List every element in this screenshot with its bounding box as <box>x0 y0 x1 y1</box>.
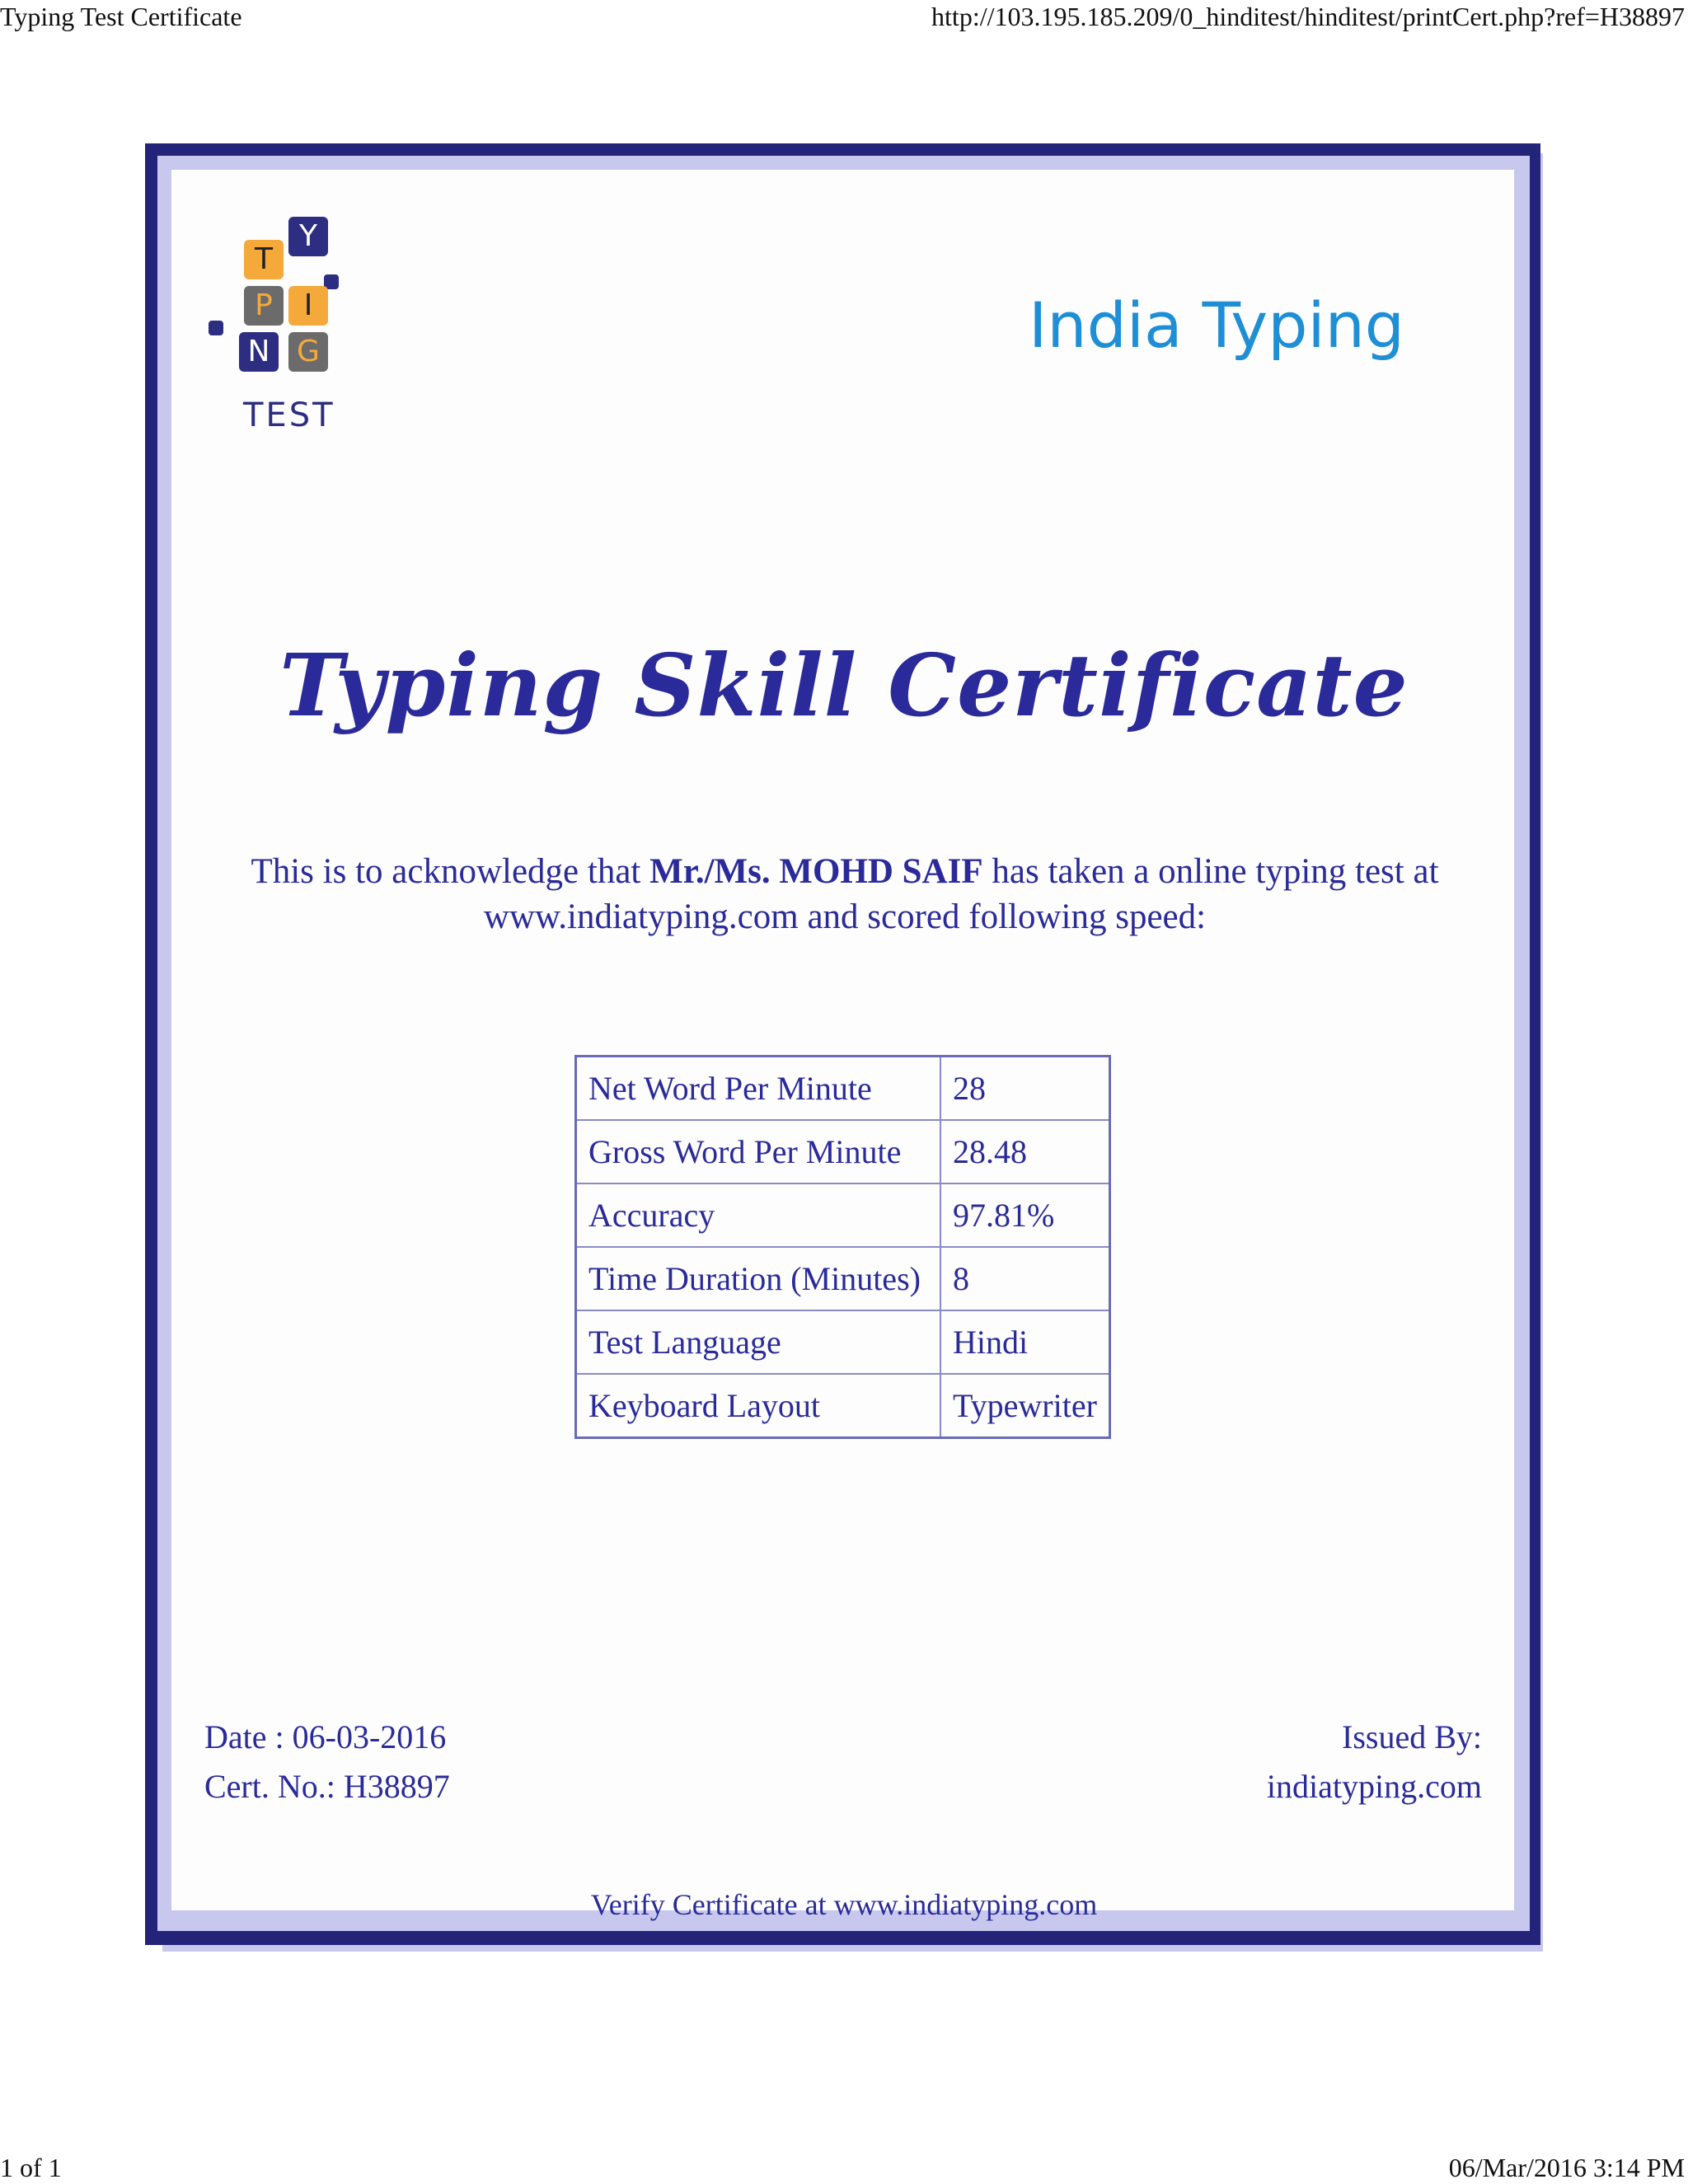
logo-tile-t: T <box>244 240 284 279</box>
page-count: 1 of 1 <box>0 2153 62 2182</box>
ack-mid: has taken a online typing test at <box>982 852 1439 891</box>
issuer-name: indiatyping.com <box>1266 1768 1482 1805</box>
table-row <box>576 1057 1110 1121</box>
certificate-title: Typing Skill Certificate <box>279 635 1409 736</box>
table-row <box>576 1247 1110 1310</box>
score-value: 28.48 <box>940 1120 1109 1183</box>
print-header-title: Typing Test Certificate <box>0 2 242 31</box>
table-row <box>576 1183 1110 1247</box>
score-label: Gross Word Per Minute <box>576 1120 941 1183</box>
logo-tile-g: G <box>288 332 328 372</box>
table-row <box>576 1310 1110 1374</box>
score-value: Hindi <box>940 1310 1109 1374</box>
logo-nub <box>209 321 223 335</box>
score-value: 97.81% <box>940 1183 1109 1247</box>
print-header-url: http://103.195.185.209/0_hinditest/hinditest/printCert.php?ref=H38897 <box>931 2 1685 31</box>
table-row <box>576 1374 1110 1438</box>
score-value: Typewriter <box>940 1374 1109 1438</box>
brand-name: India Typing <box>1029 288 1404 362</box>
logo-tile-i: I <box>288 286 328 326</box>
logo-test-word: TEST <box>243 396 335 434</box>
score-label: Net Word Per Minute <box>576 1057 941 1121</box>
score-label: Time Duration (Minutes) <box>576 1247 941 1310</box>
print-header <box>0 0 1688 33</box>
issuer-block <box>1267 1713 1482 1811</box>
print-footer <box>0 2151 1688 2184</box>
typing-test-logo <box>202 217 392 443</box>
candidate-name: Mr./Ms. MOHD SAIF <box>649 852 983 891</box>
certificate-number: Cert. No.: H38897 <box>204 1768 450 1805</box>
logo-tile-y: Y <box>288 217 328 256</box>
verify-note: Verify Certificate at www.indiatyping.com <box>590 1888 1098 1921</box>
ack-prefix: This is to acknowledge that <box>251 852 650 891</box>
score-label: Accuracy <box>576 1183 941 1247</box>
acknowledgement-text <box>190 849 1500 940</box>
table-row <box>576 1120 1110 1183</box>
issued-by-label: Issued By: <box>1342 1718 1482 1755</box>
score-label: Keyboard Layout <box>576 1374 941 1438</box>
logo-tile-n: N <box>239 332 279 372</box>
score-value: 28 <box>940 1057 1109 1121</box>
print-datetime: 06/Mar/2016 3:14 PM <box>1448 2153 1685 2182</box>
score-label: Test Language <box>576 1310 941 1374</box>
score-table <box>574 1055 1111 1439</box>
ack-line2: www.indiatyping.com and scored following speed: <box>483 898 1207 936</box>
date-block <box>204 1713 450 1811</box>
logo-tile-p: P <box>244 286 284 326</box>
score-value: 8 <box>940 1247 1109 1310</box>
certificate-date: Date : 06-03-2016 <box>204 1718 447 1755</box>
